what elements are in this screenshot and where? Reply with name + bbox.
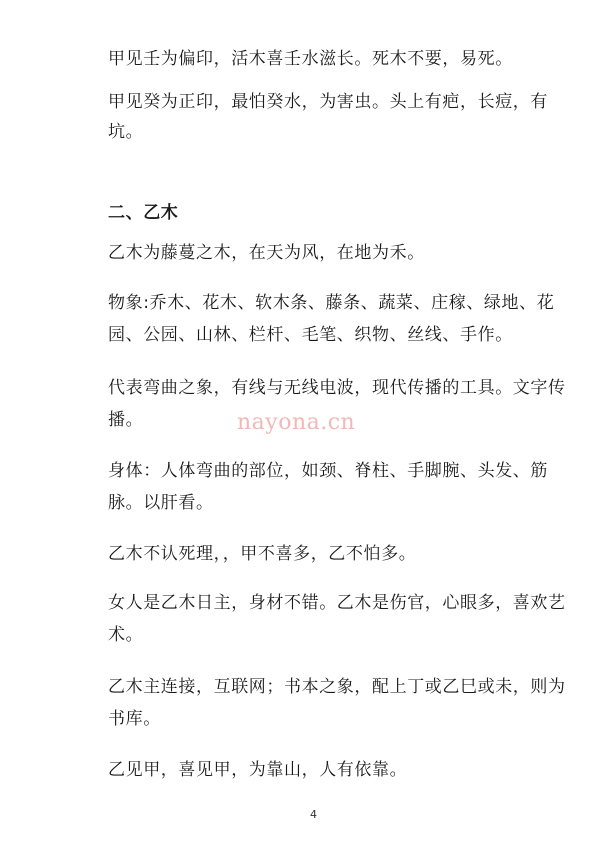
section-heading: 二、乙木 [108, 203, 179, 223]
paragraph-line: 甲见壬为偏印，活木喜壬水滋长。死木不要，易死。 [108, 49, 513, 69]
paragraph-line: 园、公园、山林、栏杆、毛笔、织物、丝线、手作。 [108, 325, 513, 345]
paragraph-line: 甲见癸为正印，最怕癸水，为害虫。头上有疤，长痘，有 [108, 92, 548, 112]
paragraph-line: 身体：人体弯曲的部位，如颈、脊柱、手脚腕、头发、筋 [108, 461, 548, 481]
paragraph-line: 乙木主连接，互联网；书本之象，配上丁或乙巳或未，则为 [108, 677, 566, 697]
paragraph-line: 坑。 [108, 122, 144, 142]
paragraph-line: 播。 [108, 410, 144, 430]
paragraph-line: 代表弯曲之象，有线与无线电波，现代传播的工具。文字传 [108, 378, 566, 398]
watermark: nayona.cn [237, 410, 356, 435]
paragraph-line: 物象:乔木、花木、软木条、藤条、蔬菜、庄稼、绿地、花 [108, 293, 555, 313]
paragraph-line: 女人是乙木日主，身材不错。乙木是伤官，心眼多，喜欢艺 [108, 593, 566, 613]
paragraph-line: 书库。 [108, 709, 161, 729]
paragraph-line: 术。 [108, 625, 144, 645]
page-number: 4 [310, 808, 317, 821]
paragraph-line: 乙见甲，喜见甲，为靠山，人有依靠。 [108, 760, 408, 780]
paragraph-line: 乙木为藤蔓之木，在天为风，在地为禾。 [108, 243, 425, 263]
paragraph-line: 乙木不认死理，，甲不喜多，乙不怕多。 [108, 544, 417, 564]
paragraph-line: 脉。以肝看。 [108, 493, 214, 513]
